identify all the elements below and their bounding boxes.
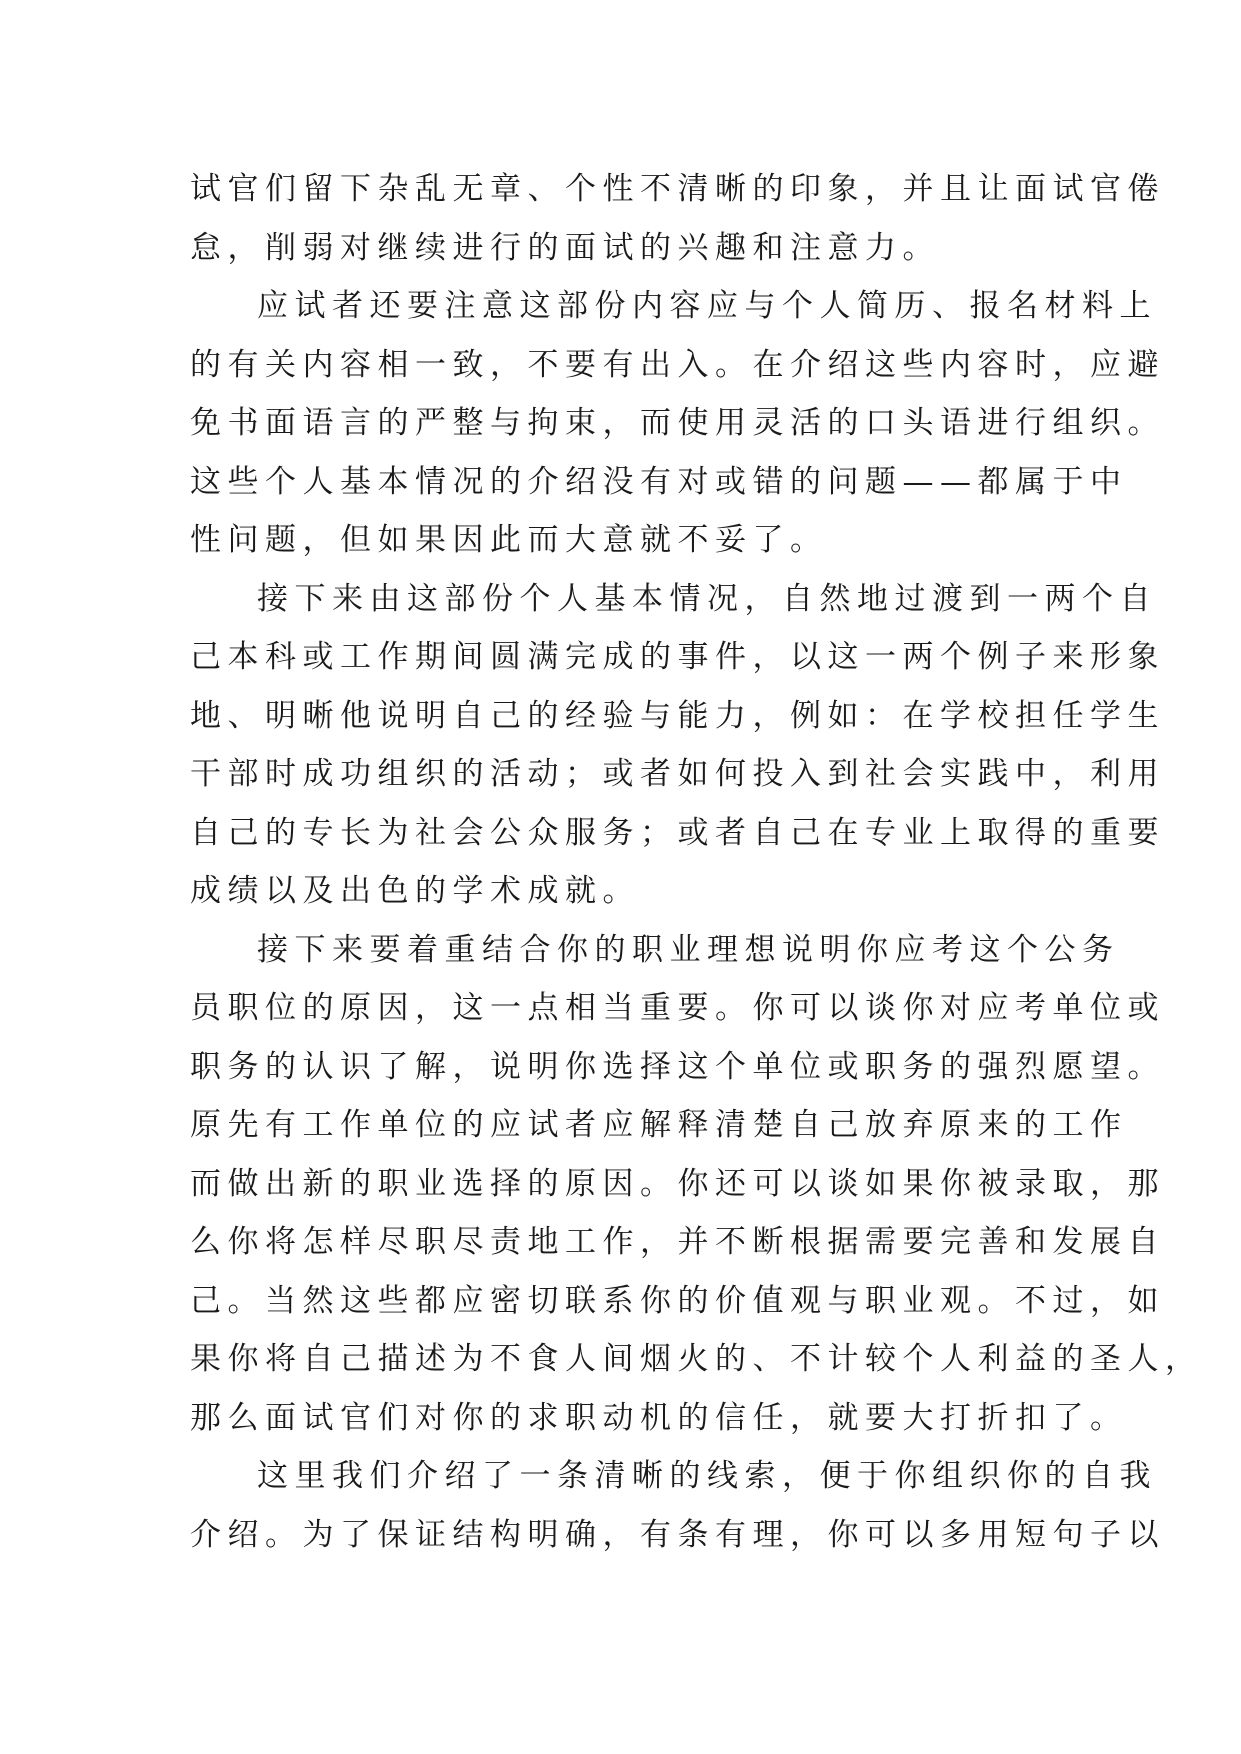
text-line: 己本科或工作期间圆满完成的事件，以这一两个例子来形象 <box>190 639 1165 675</box>
text-line: 么你将怎样尽职尽责地工作，并不断根据需要完善和发展自 <box>190 1224 1165 1260</box>
text-line: 地、明晰他说明自己的经验与能力，例如：在学校担任学生 <box>190 697 1165 734</box>
text-line: 怠，削弱对继续进行的面试的兴趣和注意力。 <box>190 229 940 266</box>
text-line: 这些个人基本情况的介绍没有对或错的问题——都属于中 <box>190 463 1128 500</box>
text-line: 免书面语言的严整与拘束，而使用灵活的口头语进行组织。 <box>190 405 1165 441</box>
text-line: 干部时成功组织的活动；或者如何投入到社会实践中，利用 <box>190 756 1165 792</box>
text-line: 己。当然这些都应密切联系你的价值观与职业观。不过，如 <box>190 1282 1165 1319</box>
text-line: 介绍。为了保证结构明确，有条有理，你可以多用短句子以 <box>190 1516 1165 1553</box>
text-line: 员职位的原因，这一点相当重要。你可以谈你对应考单位或 <box>190 990 1165 1026</box>
text-line: 试官们留下杂乱无章、个性不清晰的印象，并且让面试官倦 <box>190 171 1165 207</box>
text-line: 成绩以及出色的学术成就。 <box>190 873 640 909</box>
text-line: 自己的专长为社会公众服务；或者自己在专业上取得的重要 <box>190 814 1165 851</box>
text-line: 职务的认识了解，说明你选择这个单位或职务的强烈愿望。 <box>190 1048 1165 1085</box>
text-line: 性问题，但如果因此而大意就不妥了。 <box>190 522 828 558</box>
paragraph-first-line: 接下来由这部份个人基本情况，自然地过渡到一两个自 <box>257 580 1157 617</box>
text-line: 原先有工作单位的应试者应解释清楚自己放弃原来的工作 <box>190 1107 1128 1143</box>
text-line: 那么面试官们对你的求职动机的信任，就要大打折扣了。 <box>190 1399 1128 1436</box>
text-line: 果你将自己描述为不食人间烟火的、不计较个人利益的圣人， <box>190 1341 1203 1377</box>
paragraph-first-line: 这里我们介绍了一条清晰的线索，便于你组织你的自我 <box>257 1458 1157 1494</box>
paragraph-first-line: 接下来要着重结合你的职业理想说明你应考这个公务 <box>257 931 1120 968</box>
text-line: 而做出新的职业选择的原因。你还可以谈如果你被录取，那 <box>190 1165 1165 1202</box>
body-text <box>190 160 1203 1564</box>
paragraph-first-line: 应试者还要注意这部份内容应与个人简历、报名材料上 <box>257 288 1157 324</box>
text-line: 的有关内容相一致，不要有出入。在介绍这些内容时，应避 <box>190 346 1165 383</box>
